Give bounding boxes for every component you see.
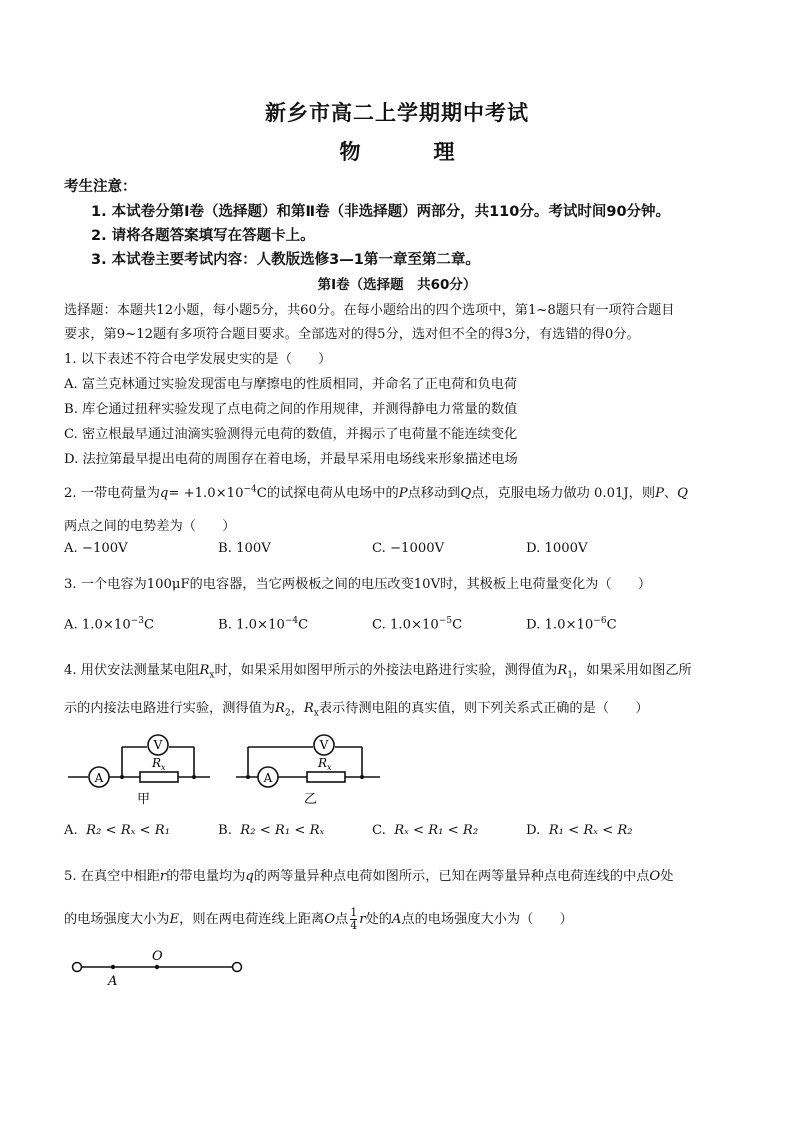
q1-option-c: C. 密立根最早通过油滴实验测得元电荷的数值，并揭示了电荷量不能连续变化 [64, 427, 518, 442]
resistor-label-jia: R [152, 756, 162, 770]
caption-yi: 乙 [304, 792, 318, 807]
notice-heading: 考生注意： [64, 179, 137, 195]
q4-option-d: D. R₁ < Rₓ < R₂ [526, 823, 633, 838]
resistor-sub-yi: x [327, 763, 332, 772]
notice-item-3: 3. 本试卷主要考试内容：人教版选修3—1第一章至第二章。 [91, 252, 480, 268]
q3-option-b: B. $1.0\times 10^{-4}C$ [218, 616, 309, 633]
q4-stem-line2: 示的内接法电路进行实验，测得值为$R_2$，$R_x$表示待测电阻的真实值，则下列关系式正确的是（ ） [64, 701, 649, 719]
label-a: A [108, 974, 118, 989]
q3-option-a: A. $1.0\times 10^{-3}C$ [64, 616, 155, 633]
q4-option-b: B. R₂ < R₁ < Rₓ [218, 823, 325, 838]
q2-stem-line1: 2. 一带电荷量为$q= +1.0\times 10^{-4}C$的试探电荷从电场中的P点移动到Q点，克服电场力做功 0.01J，则P、Q [64, 484, 688, 501]
voltmeter-label-yi: V [319, 738, 329, 752]
q1-option-d: D. 法拉第最早提出电荷的周围存在着电场，并最早采用电场线来形象描述电场 [64, 452, 518, 467]
q1-option-b: B. 库仑通过扭秤实验发现了点电荷之间的作用规律，并测得静电力常量的数值 [64, 402, 518, 417]
ammeter-label-yi: A [263, 771, 273, 785]
exam-title: 新乡市高二上学期期中考试 [265, 101, 529, 125]
q3-option-d: D. $1.0\times 10^{-6}C$ [526, 616, 617, 633]
charge-left [73, 963, 82, 972]
notice-item-1: 1. 本试卷分第Ⅰ卷（选择题）和第Ⅱ卷（非选择题）两部分，共110分。考试时间90分钟。 [91, 204, 671, 220]
q3-option-c: C. $1.0\times 10^{-5}C$ [372, 616, 463, 633]
q2-option-d: D. 1000V [526, 541, 588, 556]
q4-option-a: A. R₂ < Rₓ < R₁ [64, 823, 171, 838]
fraction-one-quarter: $\frac{1}{4}$ [350, 906, 358, 932]
resistor-label-yi: R [318, 756, 328, 770]
circuit-jia [68, 735, 210, 787]
q2-stem-line2: 两点之间的电势差为（ ） [64, 519, 236, 534]
ammeter-label-jia: A [94, 771, 104, 785]
q2-option-c: C. −1000V [372, 541, 445, 556]
q4-circuit-figures [60, 725, 430, 815]
section-intro-line2: 要求，第9~12题有多项符合题目要求。全部选对的得5分，选对但不全的得3分，有选错的得0分。 [64, 327, 640, 342]
subject-title: 物 理 [339, 140, 481, 164]
point-a [111, 965, 115, 969]
q5-stem-line2: 的电场强度大小为E，则在两电荷连线上距离O点 $\frac{1}{4}$ r处的A点的电场强度大小为（ ） [64, 906, 573, 932]
circuit-yi [236, 735, 380, 787]
point-o [155, 965, 159, 969]
q1-option-a: A. 富兰克林通过实验发现雷电与摩擦电的性质相同，并命名了正电荷和负电荷 [64, 377, 518, 392]
notice-item-2: 2. 请将各题答案填写在答题卡上。 [91, 228, 315, 244]
section-intro-line1: 选择题：本题共12小题，每小题5分，共60分。在每小题给出的四个选项中，第1~8题只有一项符合题目 [64, 303, 675, 318]
q2-option-b: B. 100V [218, 541, 271, 556]
label-o: O [152, 949, 163, 964]
q4-option-c: C. Rₓ < R₁ < R₂ [372, 823, 479, 838]
q5-charge-figure [66, 945, 256, 990]
resistor-sub-jia: x [161, 763, 166, 772]
voltmeter-label-jia: V [153, 738, 163, 752]
q3-stem: 3. 一个电容为100μF的电容器，当它两极板之间的电压改变10V时，其极板上电荷量变化为（ ） [64, 577, 652, 592]
q4-stem-line1: 4. 用伏安法测量某电阻$R_x$时，如果采用如图甲所示的外接法电路进行实验，测得值为$R_1$，如果采用如图乙所 [64, 663, 692, 681]
caption-jia: 甲 [137, 792, 151, 807]
charge-right [233, 963, 242, 972]
q2-option-a: A. −100V [64, 541, 128, 556]
q5-stem-line1: 5. 在真空中相距r的带电量均为q的两等量异种点电荷如图所示，已知在两等量异种点电荷连线的中点O处 [64, 869, 674, 884]
section-heading: 第Ⅰ卷（选择题 共60分） [317, 277, 477, 293]
q1-stem: 1. 以下表述不符合电学发展史实的是（ ） [64, 352, 332, 367]
